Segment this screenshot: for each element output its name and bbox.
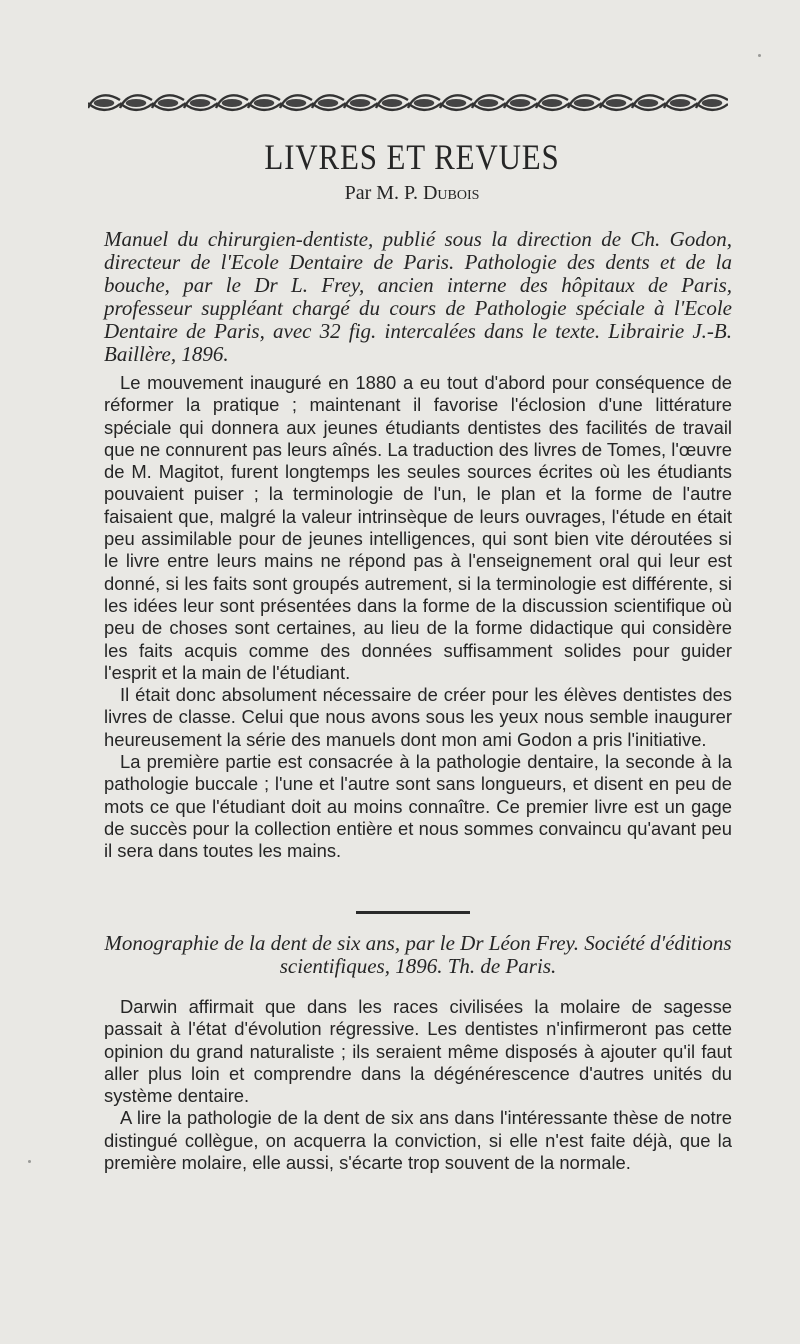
ornament-dot <box>158 99 178 107</box>
ornament-dot <box>574 99 594 107</box>
byline <box>0 182 800 205</box>
ornament-dot <box>510 99 530 107</box>
byline-author: Dubois <box>422 182 480 204</box>
ornament-dot <box>190 99 210 107</box>
ornament-dot <box>286 99 306 107</box>
byline-prefix: Par M. P. <box>344 182 423 204</box>
section-divider <box>356 911 470 914</box>
review-2-paragraph: Darwin affirmait que dans les races civilisées la molaire de sagesse passait à l'état d'évolution régressive. Les dentistes n'infirmeront pas cette opinion du grand naturaliste ; ils seraient même disposés à ajouter qu'il faut aller plus loin et comprendre dans la dégénérescence d'autres unités du système dentaire. <box>104 996 732 1107</box>
review-1-paragraph: Il était donc absolument nécessaire de créer pour les élèves dentistes des livres de classe. Celui que nous avons sous les yeux nous semble inaugurer heureusement la série des manuels dont mon ami Godon a pris l'initiative. <box>104 684 732 750</box>
paper-speck <box>758 54 761 57</box>
ornament-dot <box>446 99 466 107</box>
review-1-body <box>104 372 732 863</box>
ornament-dot <box>126 99 146 107</box>
review-2-reference: Monographie de la dent de six ans, par le Dr Léon Frey. Société d'éditions scientifiques, 1896. Th. de Paris. <box>104 931 732 978</box>
review-1-reference: Manuel du chirurgien-dentiste, publié sous la direction de Ch. Godon, directeur de l'Ecole Dentaire de Paris. Pathologie des dents et de la bouche, par le Dr L. Frey, ancien interne des hôpitaux de Paris, professeur suppléant chargé du cours de Pathologie spéciale à l'Ecole Dentaire de Paris, avec 32 fig. intercalées dans le texte. Librairie J.-B. Baillère, 1896. <box>104 227 732 366</box>
ornament-dot <box>638 99 658 107</box>
decorative-band-ornament <box>88 90 728 116</box>
ornament-dot <box>318 99 338 107</box>
ornament-dot <box>670 99 690 107</box>
review-2-body <box>104 996 732 1174</box>
ornament-dot <box>94 99 114 107</box>
ornament-dot <box>478 99 498 107</box>
ornament-dot <box>542 99 562 107</box>
ornament-dot <box>222 99 242 107</box>
ornament-dot <box>606 99 626 107</box>
ornament-dot <box>350 99 370 107</box>
ornament-dot <box>254 99 274 107</box>
ornament-dot <box>414 99 434 107</box>
review-2-paragraph: A lire la pathologie de la dent de six ans dans l'intéressante thèse de notre distingué collègue, on acquerra la conviction, si elle n'est faite déjà, que la première molaire, elle aussi, s'écarte trop souvent de la normale. <box>104 1107 732 1174</box>
review-1-paragraph: Le mouvement inauguré en 1880 a eu tout d'abord pour conséquence de réformer la pratique ; maintenant il favorise l'éclosion d'une littérature spéciale qui donnera aux jeunes étudiants dentistes des facilités de travail que ne connurent pas leurs aînés. La traduction des livres de Tomes, l'œuvre de M. Magitot, furent longtemps les seules sources écrites où les étudiants pouvaient puiser ; la terminologie de l'un, le plan et la forme de l'autre faisaient que, malgré la valeur intrinsèque de leurs ouvrages, l'étude en était peu assimilable pour de jeunes intelligences, qui sont bien vite déroutées si le livre entre leurs mains ne répond pas à l'enseignement oral qui leur est donné, si les faits sont groupés autrement, si la terminologie est différente, si les idées leur sont présentées dans la forme de la discussion scientifique où peu de choses sont certaines, au lieu de la forme didactique qui considère les faits acquis comme des données suffisamment solides pour guider l'esprit et la main de l'étudiant. <box>104 372 732 683</box>
ornament-dot <box>382 99 402 107</box>
ornament-dot <box>702 99 722 107</box>
review-1-paragraph: La première partie est consacrée à la pathologie dentaire, la seconde à la pathologie buccale ; l'une et l'autre sont sans longueurs, et disent en peu de mots ce que l'étudiant doit au moins connaître. Ce premier livre est un gage de succès pour la collection entière et nous sommes convaincu qu'avant peu il sera dans toutes les mains. <box>104 751 732 862</box>
section-title: LIVRES ET REVUES <box>264 137 560 177</box>
paper-speck <box>28 1160 31 1163</box>
